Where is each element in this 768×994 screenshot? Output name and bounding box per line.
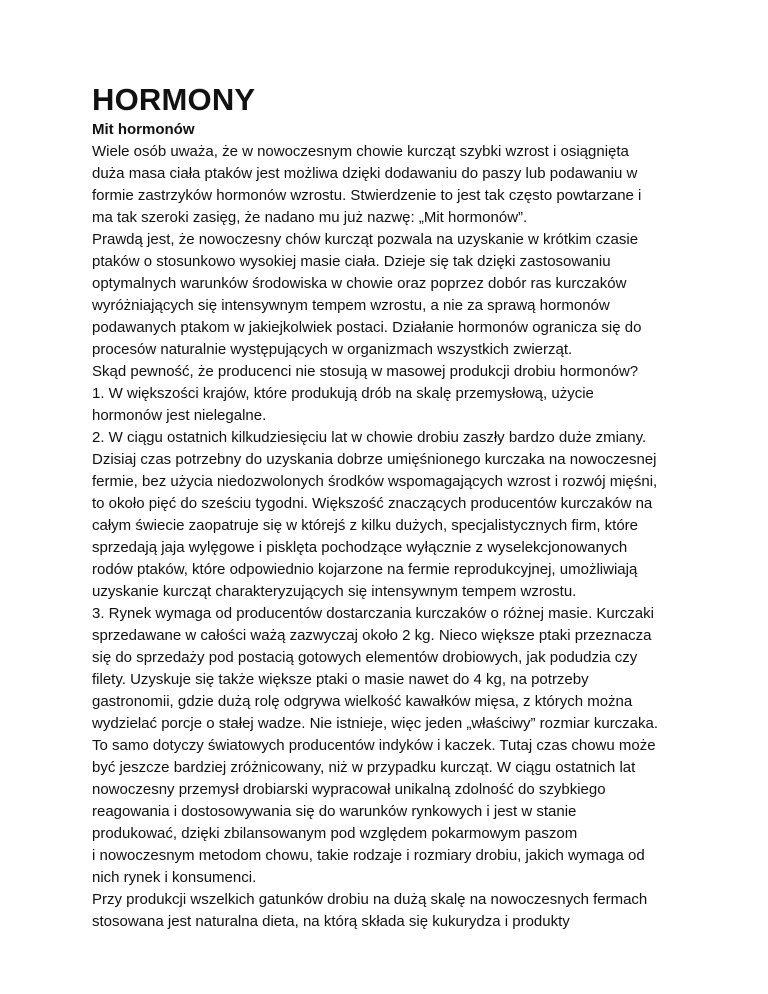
text-line: nich rynek i konsumenci.	[92, 869, 257, 886]
text-line: stosowana jest naturalna dieta, na którą składa się kukurydza i produkty	[92, 913, 570, 930]
text-line: być jeszcze bardziej zróżnicowany, niż w przypadku kurcząt. W ciągu ostatnich lat	[92, 759, 636, 776]
text-line: duża masa ciała ptaków jest możliwa dzięki dodawaniu do paszy lub podawaniu w	[92, 165, 638, 182]
text-line: 1. W większości krajów, które produkują drób na skalę przemysłową, użycie	[92, 385, 594, 402]
text-line: formie zastrzyków hormonów wzrostu. Stwierdzenie to jest tak często powtarzane i	[92, 187, 642, 204]
text-line: się do sprzedaży pod postacią gotowych elementów drobiowych, jak podudzia czy	[92, 649, 638, 666]
document-page	[92, 82, 692, 933]
text-line: podawanych ptakom w jakiejkolwiek postaci. Działanie hormonów ogranicza się do	[92, 319, 642, 336]
section-heading: Mit hormonów	[92, 121, 195, 138]
text-line: całym świecie zaopatruje się w którejś z kilku dużych, specjalistycznych firm, które	[92, 517, 639, 534]
text-line: Prawdą jest, że nowoczesny chów kurcząt pozwala na uzyskanie w krótkim czasie	[92, 231, 639, 248]
text-line: wydzielać porcje o stałej wadze. Nie istnieje, więc jeden „właściwy” rozmiar kurczaka.	[92, 715, 659, 732]
text-line: sprzedawane w całości ważą zazwyczaj około 2 kg. Nieco większe ptaki przeznacza	[92, 627, 652, 644]
text-line: optymalnych warunków środowiska w chowie oraz poprzez dobór ras kurczaków	[92, 275, 627, 292]
text-line: ptaków o stosunkowo wysokiej masie ciała. Dzieje się tak dzięki zastosowaniu	[92, 253, 611, 270]
text-line: Dzisiaj czas potrzebny do uzyskania dobrze umięśnionego kurczaka na nowoczesnej	[92, 451, 657, 468]
text-line: i nowoczesnym metodom chowu, takie rodzaje i rozmiary drobiu, jakich wymaga od	[92, 847, 645, 864]
text-line: reagowania i dostosowywania się do warunków rynkowych i jest w stanie	[92, 803, 577, 820]
text-line: wyróżniających się intensywnym tempem wzrostu, a nie za sprawą hormonów	[92, 297, 610, 314]
text-line: gastronomii, gdzie dużą rolę odgrywa wielkość kawałków mięsa, z których można	[92, 693, 633, 710]
text-line: Skąd pewność, że producenci nie stosują w masowej produkcji drobiu hormonów?	[92, 363, 639, 380]
text-line: fermie, bez użycia niedozwolonych środków wspomagających wzrost i rozwój mięśni,	[92, 473, 658, 490]
text-line: to około pięć do sześciu tygodni. Większość znaczących producentów kurczaków na	[92, 495, 653, 512]
text-line: rodów ptaków, które odpowiednio kojarzone na fermie reprodukcyjnej, umożliwiają	[92, 561, 638, 578]
text-line: nowoczesny przemysł drobiarski wypracował unikalną zdolność do szybkiego	[92, 781, 606, 798]
text-line: 2. W ciągu ostatnich kilkudziesięciu lat w chowie drobiu zaszły bardzo duże zmiany.	[92, 429, 647, 446]
text-line: filety. Uzyskuje się także większe ptaki o masie nawet do 4 kg, na potrzeby	[92, 671, 589, 688]
text-line: produkować, dzięki zbilansowanym pod względem pokarmowym paszom	[92, 825, 578, 842]
text-line: Wiele osób uważa, że w nowoczesnym chowie kurcząt szybki wzrost i osiągnięta	[92, 143, 629, 160]
text-line: sprzedają jaja wylęgowe i pisklęta pochodzące wyłącznie z wyselekcjonowanych	[92, 539, 628, 556]
text-line: 3. Rynek wymaga od producentów dostarczania kurczaków o różnej masie. Kurczaki	[92, 605, 654, 622]
text-line: Przy produkcji wszelkich gatunków drobiu na dużą skalę na nowoczesnych fermach	[92, 891, 648, 908]
text-line: procesów naturalnie występujących w organizmach wszystkich zwierząt.	[92, 341, 573, 358]
body-text	[92, 141, 692, 933]
text-line: hormonów jest nielegalne.	[92, 407, 267, 424]
text-line: To samo dotyczy światowych producentów indyków i kaczek. Tutaj czas chowu może	[92, 737, 656, 754]
document-title: HORMONY	[92, 82, 256, 117]
text-line: ma tak szeroki zasięg, że nadano mu już nazwę: „Mit hormonów”.	[92, 209, 528, 226]
text-line: uzyskanie kurcząt charakteryzujących się intensywnym tempem wzrostu.	[92, 583, 577, 600]
